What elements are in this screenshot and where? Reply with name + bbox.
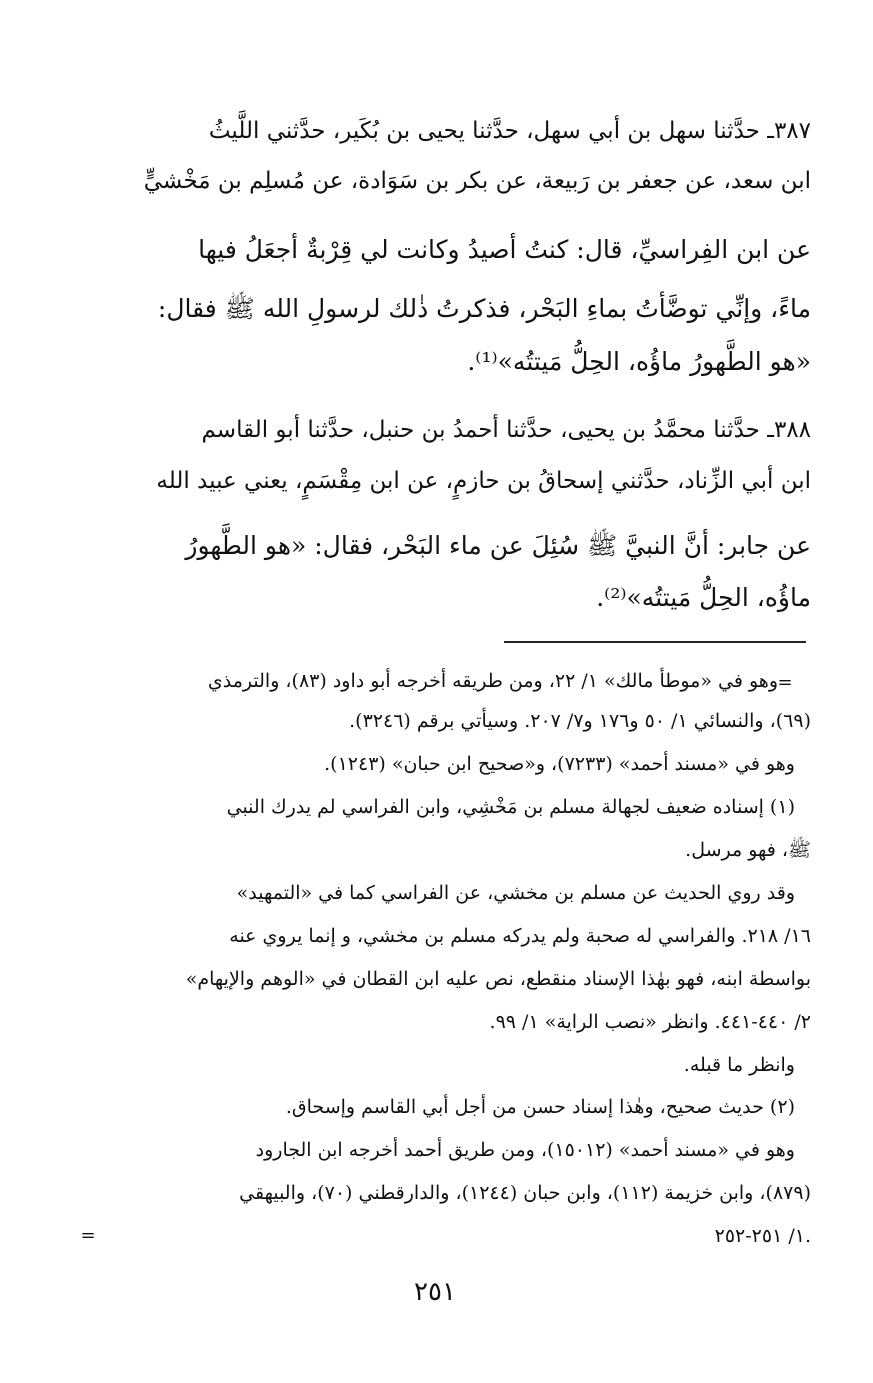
hadith-388-isnad-line-1: ٣٨٨ـ حدَّثنا محمَّدُ بن يحيى، حدَّثنا أحمدُ بن حنبل، حدَّثنا أبو القاسم	[201, 417, 811, 443]
hadith-387-matn-line-3: «هو الطَّهورُ ماؤُه، الحِلُّ مَيتتُه»⁽¹⁾.	[467, 347, 811, 376]
hadith-388-matn-line-1: عن جابر: أنَّ النبيَّ ﷺ سُئِلَ عن ماء البَحْر، فقال: «هو الطَّهورُ	[185, 531, 811, 560]
hadith-388-isnad-line-2: ابن أبي الزِّناد، حدَّثني إسحاقُ بن حازمٍ، عن ابن مِقْسَمٍ، يعني عبيد الله	[156, 468, 811, 494]
footnote-2-line: (٢) حديث صحيح، وهٰذا إسناد حسن من أجل أبي القاسم وإسحاق.	[285, 1096, 795, 1118]
footnote-1-line: ٢/ ٤٤٠-٤٤١. وانظر «نصب الراية» ١/ ٩٩.	[489, 1011, 811, 1033]
footnote-2-line: وهو في «مسند أحمد» (١٥٠١٢)، ومن طريق أحمد أخرجه ابن الجارود	[255, 1139, 795, 1161]
footnote-continuation-mark-bottom: =	[80, 1225, 96, 1246]
footnote-1-line: ﷺ، فهو مرسل.	[685, 839, 811, 861]
hadith-388-matn-line-2: ماؤُه، الحِلُّ مَيتتُه»⁽²⁾.	[596, 583, 811, 612]
footnote-line: وهو في «مسند أحمد» (٧٢٣٣)، و«صحيح ابن حبان» (١٢٤٣).	[324, 753, 795, 775]
footnote-separator	[504, 641, 806, 643]
footnote-continuation-mark-top: =	[777, 672, 793, 693]
hadith-387-isnad-line-2: ابن سعد، عن جعفر بن رَبيعة، عن بكر بن سَوَادة، عن مُسلِم بن مَخْشيٍّ	[143, 168, 811, 194]
hadith-387-matn-line-1: عن ابن الفِراسيِّ، قال: كنتُ أصيدُ وكانت لي قِرْبةٌ أجعَلُ فيها	[198, 235, 811, 264]
footnote-1-line: وقد روي الحديث عن مسلم بن مخشي، عن الفراسي كما في «التمهيد»	[236, 882, 795, 904]
hadith-387-isnad-line-1: ٣٨٧ـ حدَّثنا سهل بن أبي سهل، حدَّثنا يحيى بن بُكَير، حدَّثني اللَّيثُ	[208, 118, 811, 144]
footnote-1-line: وانظر ما قبله.	[683, 1054, 795, 1076]
hadith-387-matn-line-2: ماءً، وإنِّي توضَّأتُ بماءِ البَحْر، فذكرتُ ذٰلك لرسولِ الله ﷺ فقال:	[157, 294, 811, 323]
footnote-1-line: بواسطة ابنه، فهو بهٰذا الإسناد منقطع، نص عليه ابن القطان في «الوهم والإيهام»	[185, 968, 811, 990]
page-number: ٢٥١	[414, 1277, 456, 1307]
footnote-line: (٦٩)، والنسائي ١/ ٥٠ و١٧٦ و٧/ ٢٠٧. وسيأتي برقم (٣٢٤٦).	[349, 710, 811, 732]
footnote-1-line: ١٦/ ٢١٨. والفراسي له صحبة ولم يدركه مسلم بن مخشي، و إنما يروي عنه	[229, 925, 811, 947]
footnote-2-line: ١/ ٢٥١-٢٥٢.	[714, 1225, 811, 1247]
footnote-line: وهو في «موطأ مالك» ١/ ٢٢، ومن طريقه أخرجه أبو داود (٨٣)، والترمذي	[207, 670, 778, 692]
footnote-1-line: (١) إسناده ضعيف لجهالة مسلم بن مَخْشِي، وابن الفراسي لم يدرك النبي	[226, 796, 795, 818]
footnote-2-line: (٨٧٩)، وابن خزيمة (١١٢)، وابن حبان (١٢٤٤)، والدارقطني (٧٠)، والبيهقي	[239, 1182, 811, 1204]
